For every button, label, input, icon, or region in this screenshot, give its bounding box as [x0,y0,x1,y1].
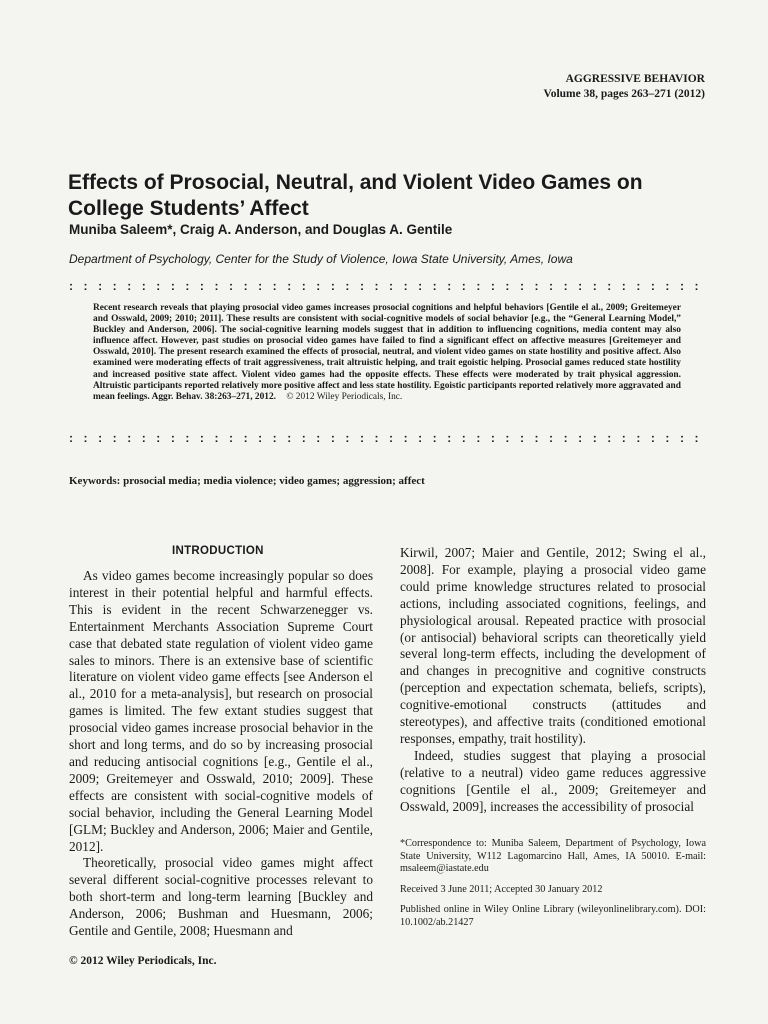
divider-dot: : [534,279,539,293]
journal-volume: Volume 38, pages 263–271 (2012) [543,88,705,100]
divider-dot: : [127,279,132,293]
article-affiliation: Department of Psychology, Center for the Study of Violence, Iowa State University, Ames, Iowa [69,252,573,266]
article-title: Effects of Prosocial, Neutral, and Violent Video Games on College Students’ Affect [68,171,643,220]
journal-name: AGGRESSIVE BEHAVIOR [565,73,705,85]
divider-dot: : [141,279,146,293]
divider-dot: : [287,279,292,293]
received-note: Received 3 June 2011; Accepted 30 January 2012 [400,883,603,895]
divider-dot: : [403,431,408,445]
divider-dot: : [243,279,248,293]
body-paragraph: As video games become increasingly popular so does interest in their potential helpful and harmful effects. This is evident in the recent Schwarzenegger vs. Entertainment Merchants Association Supreme Court case that debated state regulation of violent video game sales to minors. There is an extensive base of scientific literature on violent video game effects [see Anderson el al., 2010 for a meta-analysis], but research on prosocial games is limited. The few extant studies suggest that prosocial video games increase prosocial behavior in the short and long terms, and do so by increasing prosocial and reducing antisocial cognitions [e.g., Gentile el al., 2009; Greitemeyer and Osswald, 2010; 2009]. These effects are consistent with social-cognitive models of social behavior, including the General Learning Model [GLM; Buckley and Anderson, 2006; Maier and Gentile, 2012]. [69,568,373,854]
divider-dot: : [272,279,277,293]
divider-dot: : [519,431,524,445]
divider-dot: : [505,279,510,293]
published-note: Published online in Wiley Online Library (wileyonlinelibrary.com). DOI: 10.1002/ab.21427 [400,904,706,928]
divider-dot: : [301,279,306,293]
divider-dot: : [418,431,423,445]
divider-dot: : [98,431,103,445]
correspondence-note: *Correspondence to: Muniba Saleem, Department of Psychology, Iowa State University, W112 Lagomarcino Hall, Ames, IA 50010. E-mail: msaleem@iastate.edu [400,838,706,875]
divider-dot: : [243,431,248,445]
divider-dot: : [447,279,452,293]
divider-dot: : [389,279,394,293]
divider-dot: : [69,431,73,445]
divider-dot: : [272,431,277,445]
body-left-column [69,568,373,940]
divider-dot: : [69,279,73,293]
divider-dot: : [592,431,597,445]
divider-dot: : [185,279,190,293]
divider-dot: : [258,279,263,293]
divider-dot: : [592,279,597,293]
divider-dot: : [170,431,175,445]
divider-dot: : [112,279,117,293]
divider-dot: : [665,279,670,293]
divider-dot: : [403,279,408,293]
divider-dot: : [156,431,161,445]
divider-dot: : [229,431,234,445]
divider-dot: : [229,279,234,293]
divider-dot: : [534,431,539,445]
divider-dot: : [432,431,437,445]
divider-dot: : [141,431,146,445]
divider-dot: : [156,279,161,293]
section-heading: INTRODUCTION [172,545,264,557]
abstract-text: Recent research reveals that playing prosocial video games increases prosocial cognitions and helpful behaviors [Gentile el al., 2009; Greitemeyer and Osswald, 2009; 2010; 2011]. These results are consistent with social-cognitive models of social behavior [e.g., the “General Learning Model,” Buckley and Anderson, 2006]. The social-cognitive learning models suggest that in addition to influencing cognitions, media content may also influence affect. However, past studies on prosocial video games have failed to find a significant effect on affective measures [Greitemeyer and Osswald, 2010]. The present research examined the effects of prosocial, neutral, and violent video games on state hostility and positive affect. Also examined were moderating effects of trait aggressiveness, trait altruistic helping, and trait egoistic helping. Prosocial games reduced state hostility and increased positive state affect. Violent video games had the opposite effects. These effects were moderated by trait physical aggression. Altruistic participants reported relatively more positive affect and less state hostility. Egoistic participants reported relatively more aggravated and mean feelings. [93,303,681,402]
divider-dot: : [374,279,379,293]
divider-dot: : [127,431,132,445]
divider-dot: : [389,431,394,445]
divider-dot: : [694,279,699,293]
abstract-bottom-divider [69,432,699,444]
abstract-top-divider [69,280,699,292]
divider-dot: : [258,431,263,445]
body-right-column [400,545,706,816]
divider-dot: : [330,279,335,293]
divider-dot: : [432,279,437,293]
abstract-citation: Aggr. Behav. 38:263–271, 2012. [151,391,276,402]
keywords: Keywords: prosocial media; media violence; video games; aggression; affect [69,475,425,487]
divider-dot: : [83,279,88,293]
divider-dot: : [374,431,379,445]
divider-dot: : [563,279,568,293]
divider-dot: : [185,431,190,445]
divider-dot: : [549,431,554,445]
divider-dot: : [83,431,88,445]
divider-dot: : [621,431,626,445]
divider-dot: : [199,431,204,445]
divider-dot: : [287,431,292,445]
divider-dot: : [345,279,350,293]
divider-dot: : [476,431,481,445]
abstract [93,303,681,403]
divider-dot: : [578,279,583,293]
footnotes [400,838,706,938]
divider-dot: : [418,279,423,293]
divider-dot: : [447,431,452,445]
divider-dot: : [112,431,117,445]
journal-header [543,72,705,102]
page-footer-copyright: © 2012 Wiley Periodicals, Inc. [69,955,217,967]
abstract-copyright: © 2012 Wiley Periodicals, Inc. [286,391,403,402]
divider-dot: : [607,279,612,293]
divider-dot: : [316,279,321,293]
divider-dot: : [679,431,684,445]
divider-dot: : [490,431,495,445]
divider-dot: : [359,431,364,445]
body-paragraph: Theoretically, prosocial video games might affect several different social-cognitive processes relevant to both short-term and long-term learning [Buckley and Anderson, 2006; Bushman and Huesmann, 2006; Gentile and Gentile, 2008; Huesmann and [69,855,373,939]
divider-dot: : [578,431,583,445]
divider-dot: : [199,279,204,293]
divider-dot: : [549,279,554,293]
divider-dot: : [505,431,510,445]
divider-dot: : [694,431,699,445]
divider-dot: : [476,279,481,293]
divider-dot: : [359,279,364,293]
divider-dot: : [636,279,641,293]
article-authors: Muniba Saleem*, Craig A. Anderson, and Douglas A. Gentile [69,222,453,237]
divider-dot: : [490,279,495,293]
divider-dot: : [301,431,306,445]
divider-dot: : [665,431,670,445]
divider-dot: : [461,279,466,293]
divider-dot: : [316,431,321,445]
divider-dot: : [214,431,219,445]
divider-dot: : [679,279,684,293]
divider-dot: : [461,431,466,445]
divider-dot: : [519,279,524,293]
body-paragraph: Indeed, studies suggest that playing a prosocial (relative to a neutral) video game reduces aggressive cognitions [Gentile el al., 2009; Greitemeyer and Osswald, 2009], increases the accessibility of prosocial [400,747,706,814]
divider-dot: : [650,431,655,445]
body-paragraph: Kirwil, 2007; Maier and Gentile, 2012; Swing el al., 2008]. For example, playing a prosocial video game could prime knowledge structures related to prosocial actions, including associated cognitions, feelings, and physiological arousal. Repeated practice with prosocial (or antisocial) behavioral scripts can theoretically yield several long-term effects, including the development of and changes in precognitive and cognitive constructs (perception and expectation schemata, beliefs, scripts), cognitive-emotional constructs (attitudes and stereotypes), and affective traits (conditioned emotional responses, empathy, trait hostility). [400,545,706,746]
divider-dot: : [621,279,626,293]
divider-dot: : [650,279,655,293]
divider-dot: : [607,431,612,445]
divider-dot: : [636,431,641,445]
divider-dot: : [214,279,219,293]
divider-dot: : [563,431,568,445]
divider-dot: : [345,431,350,445]
divider-dot: : [170,279,175,293]
divider-dot: : [98,279,103,293]
divider-dot: : [330,431,335,445]
